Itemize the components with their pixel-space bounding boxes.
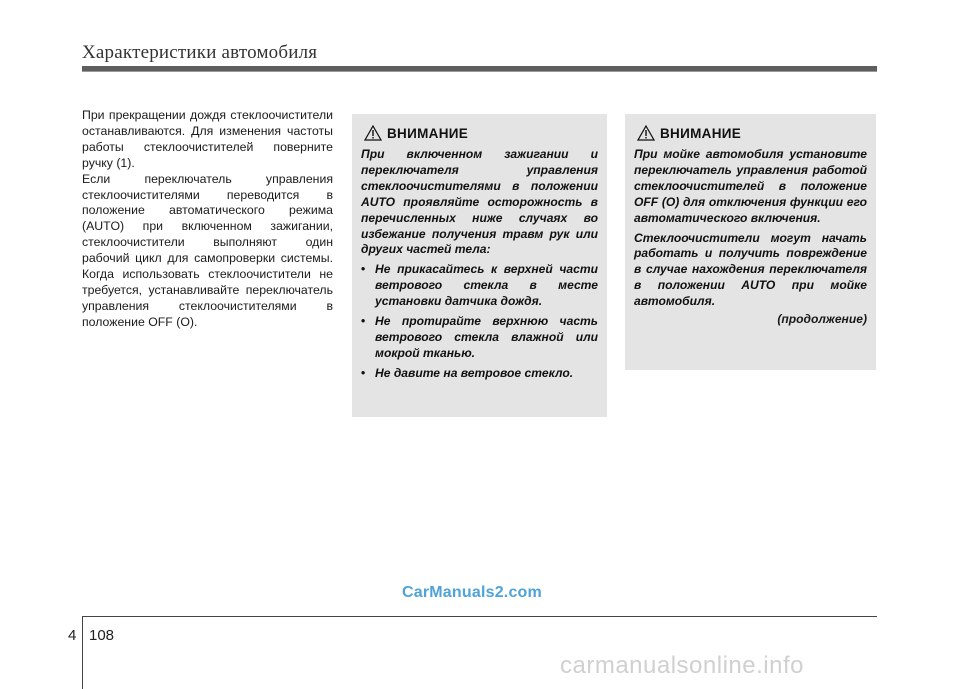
warning-list-item: • Не прикасайтесь к верхней части ветрового стекла в месте установки датчика дождя. bbox=[361, 262, 598, 310]
warning-list bbox=[361, 262, 598, 381]
page-header-title: Характеристики автомобиля bbox=[82, 42, 318, 63]
warning-box-right bbox=[625, 114, 876, 370]
header-rule-thin bbox=[82, 71, 877, 72]
warning-paragraph-2: Стеклоочистители могут начать работать и получить повреждение в случае нахождения переключателя в положении AUTO при мойке автомобиля. bbox=[634, 230, 867, 309]
warning-triangle-icon bbox=[637, 125, 655, 141]
warning-title: ВНИМАНИЕ bbox=[660, 125, 742, 141]
warning-list-item: • Не давите на ветровое стекло. bbox=[361, 366, 598, 382]
body-text-column bbox=[82, 108, 333, 331]
footer-rule bbox=[82, 616, 877, 617]
watermark-link[interactable]: CarManuals2.com bbox=[402, 584, 542, 601]
warning-list-item: • Не протирайте верхнюю часть ветрового стекла влажной или мокрой тканью. bbox=[361, 314, 598, 362]
footer-site-watermark: carmanualsonline.info bbox=[560, 652, 804, 679]
page-number: 108 bbox=[89, 627, 115, 644]
continued-note: (продолжение) bbox=[777, 312, 867, 327]
footer-divider bbox=[82, 616, 83, 689]
warning-box-left bbox=[352, 114, 607, 417]
body-paragraph-1: При прекращении дождя стеклоочистители останавливаются. Для изменения частоты работы стеклоочистителей поверните ручку (1). bbox=[82, 108, 333, 170]
warning-intro: При включенном зажигании и переключателя управления стеклоочистителями в положении AUTO проявляйте осторожность в перечисленных ниже случаях во избежание получения травм рук или других частей тела: bbox=[361, 147, 598, 257]
warning-title: ВНИМАНИЕ bbox=[387, 125, 469, 141]
warning-header bbox=[364, 124, 598, 142]
body-paragraph-2: Если переключатель управления стеклоочистителями переводится в положение автоматического режима (AUTO) при включенном зажигании, стеклоочистители выполняют один рабочий цикл для самопроверки системы. Когда использовать стеклоочистители не требуется, устанавливайте переключатель управления стеклоочистителями в положение OFF (O). bbox=[82, 171, 333, 329]
warning-triangle-icon bbox=[364, 125, 382, 141]
warning-paragraph-1: При мойке автомобиля установите переключатель управления работой стеклоочистителей в положение OFF (O) для отключения функции его автоматического включения. bbox=[634, 147, 867, 225]
warning-header bbox=[637, 124, 867, 142]
chapter-number: 4 bbox=[68, 627, 77, 644]
